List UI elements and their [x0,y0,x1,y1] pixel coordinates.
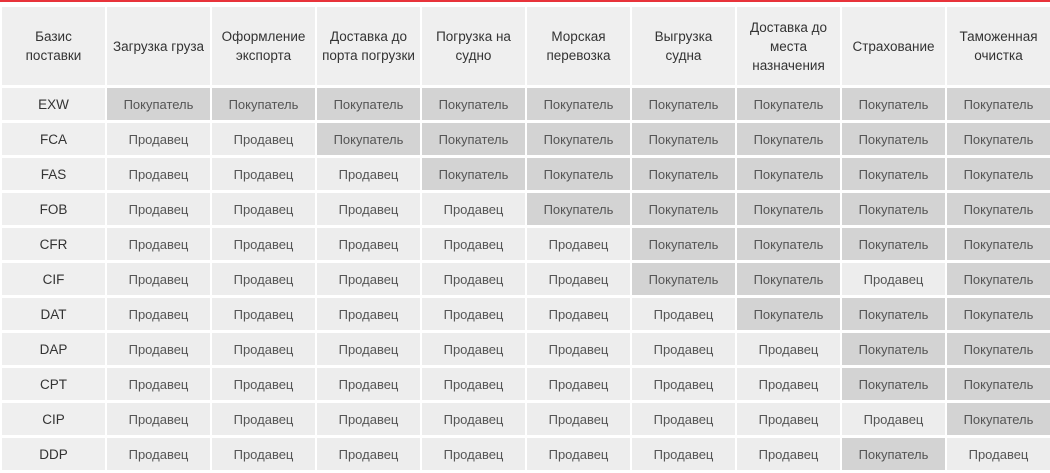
buyer-cell: Покупатель [947,193,1050,225]
seller-cell: Продавец [107,263,210,295]
table-row [2,298,1050,330]
buyer-cell: Покупатель [527,158,630,190]
buyer-cell: Покупатель [632,263,735,295]
seller-cell: Продавец [422,263,525,295]
seller-cell: Продавец [527,403,630,435]
buyer-cell: Покупатель [947,403,1050,435]
seller-cell: Продавец [947,438,1050,470]
seller-cell: Продавец [422,298,525,330]
seller-cell: Продавец [212,298,315,330]
seller-cell: Продавец [317,438,420,470]
seller-cell: Продавец [107,298,210,330]
seller-cell: Продавец [527,263,630,295]
header-cell-8: Страхование [842,7,945,85]
buyer-cell: Покупатель [842,193,945,225]
term-cell: DAP [2,333,105,365]
header-cell-3: Доставка до порта погрузки [317,7,420,85]
buyer-cell: Покупатель [737,298,840,330]
table-row [2,263,1050,295]
term-cell: FCA [2,123,105,155]
table-row [2,403,1050,435]
buyer-cell: Покупатель [842,298,945,330]
buyer-cell: Покупатель [947,88,1050,120]
table-row [2,333,1050,365]
buyer-cell: Покупатель [527,88,630,120]
seller-cell: Продавец [737,368,840,400]
seller-cell: Продавец [422,438,525,470]
table-row [2,158,1050,190]
seller-cell: Продавец [107,403,210,435]
header-cell-2: Оформление экспорта [212,7,315,85]
buyer-cell: Покупатель [842,438,945,470]
buyer-cell: Покупатель [632,228,735,260]
buyer-cell: Покупатель [842,158,945,190]
buyer-cell: Покупатель [947,298,1050,330]
buyer-cell: Покупатель [947,263,1050,295]
buyer-cell: Покупатель [737,193,840,225]
buyer-cell: Покупатель [737,228,840,260]
buyer-cell: Покупатель [422,88,525,120]
seller-cell: Продавец [212,123,315,155]
buyer-cell: Покупатель [527,123,630,155]
buyer-cell: Покупатель [947,123,1050,155]
buyer-cell: Покупатель [422,158,525,190]
buyer-cell: Покупатель [632,88,735,120]
buyer-cell: Покупатель [737,88,840,120]
seller-cell: Продавец [527,438,630,470]
term-cell: EXW [2,88,105,120]
seller-cell: Продавец [317,298,420,330]
seller-cell: Продавец [317,263,420,295]
seller-cell: Продавец [212,193,315,225]
buyer-cell: Покупатель [947,158,1050,190]
seller-cell: Продавец [317,333,420,365]
header-cell-4: Погрузка на судно [422,7,525,85]
table-row [2,88,1050,120]
header-cell-7: Доставка до места назначения [737,7,840,85]
buyer-cell: Покупатель [842,333,945,365]
seller-cell: Продавец [107,333,210,365]
seller-cell: Продавец [212,228,315,260]
seller-cell: Продавец [317,193,420,225]
buyer-cell: Покупатель [317,88,420,120]
seller-cell: Продавец [737,403,840,435]
header-cell-9: Таможенная очистка [947,7,1050,85]
seller-cell: Продавец [212,438,315,470]
seller-cell: Продавец [107,368,210,400]
buyer-cell: Покупатель [737,123,840,155]
header-cell-5: Морская перевозка [527,7,630,85]
table-row [2,123,1050,155]
term-cell: DDP [2,438,105,470]
term-cell: FOB [2,193,105,225]
seller-cell: Продавец [212,333,315,365]
buyer-cell: Покупатель [947,368,1050,400]
seller-cell: Продавец [107,158,210,190]
header-row [2,7,1050,85]
seller-cell: Продавец [527,298,630,330]
buyer-cell: Покупатель [212,88,315,120]
seller-cell: Продавец [212,263,315,295]
seller-cell: Продавец [422,403,525,435]
header-cell-basis: Базис поставки [2,7,105,85]
seller-cell: Продавец [107,228,210,260]
header-cell-6: Выгрузка судна [632,7,735,85]
seller-cell: Продавец [527,228,630,260]
seller-cell: Продавец [317,158,420,190]
seller-cell: Продавец [212,158,315,190]
seller-cell: Продавец [422,333,525,365]
buyer-cell: Покупатель [842,88,945,120]
buyer-cell: Покупатель [842,123,945,155]
seller-cell: Продавец [632,333,735,365]
buyer-cell: Покупатель [737,158,840,190]
seller-cell: Продавец [317,368,420,400]
seller-cell: Продавец [317,403,420,435]
seller-cell: Продавец [632,298,735,330]
term-cell: CPT [2,368,105,400]
seller-cell: Продавец [632,403,735,435]
table-row [2,368,1050,400]
buyer-cell: Покупатель [632,123,735,155]
buyer-cell: Покупатель [737,263,840,295]
buyer-cell: Покупатель [422,123,525,155]
top-accent-line [0,0,1050,2]
table-row [2,193,1050,225]
seller-cell: Продавец [527,333,630,365]
term-cell: CIP [2,403,105,435]
seller-cell: Продавец [107,438,210,470]
term-cell: DAT [2,298,105,330]
seller-cell: Продавец [842,263,945,295]
seller-cell: Продавец [632,438,735,470]
seller-cell: Продавец [422,193,525,225]
seller-cell: Продавец [212,368,315,400]
term-cell: CIF [2,263,105,295]
header-cell-1: Загрузка груза [107,7,210,85]
seller-cell: Продавец [317,228,420,260]
seller-cell: Продавец [737,333,840,365]
buyer-cell: Покупатель [842,368,945,400]
term-cell: FAS [2,158,105,190]
buyer-cell: Покупатель [842,228,945,260]
seller-cell: Продавец [212,403,315,435]
buyer-cell: Покупатель [107,88,210,120]
table-body [2,88,1050,470]
seller-cell: Продавец [737,438,840,470]
buyer-cell: Покупатель [632,158,735,190]
seller-cell: Продавец [527,368,630,400]
seller-cell: Продавец [107,123,210,155]
buyer-cell: Покупатель [947,228,1050,260]
buyer-cell: Покупатель [632,193,735,225]
table-header [2,7,1050,85]
buyer-cell: Покупатель [317,123,420,155]
table-row [2,228,1050,260]
incoterms-table [0,4,1050,473]
seller-cell: Продавец [632,368,735,400]
seller-cell: Продавец [422,228,525,260]
seller-cell: Продавец [107,193,210,225]
table-row [2,438,1050,470]
buyer-cell: Покупатель [947,333,1050,365]
seller-cell: Продавец [842,403,945,435]
buyer-cell: Покупатель [527,193,630,225]
term-cell: CFR [2,228,105,260]
seller-cell: Продавец [422,368,525,400]
